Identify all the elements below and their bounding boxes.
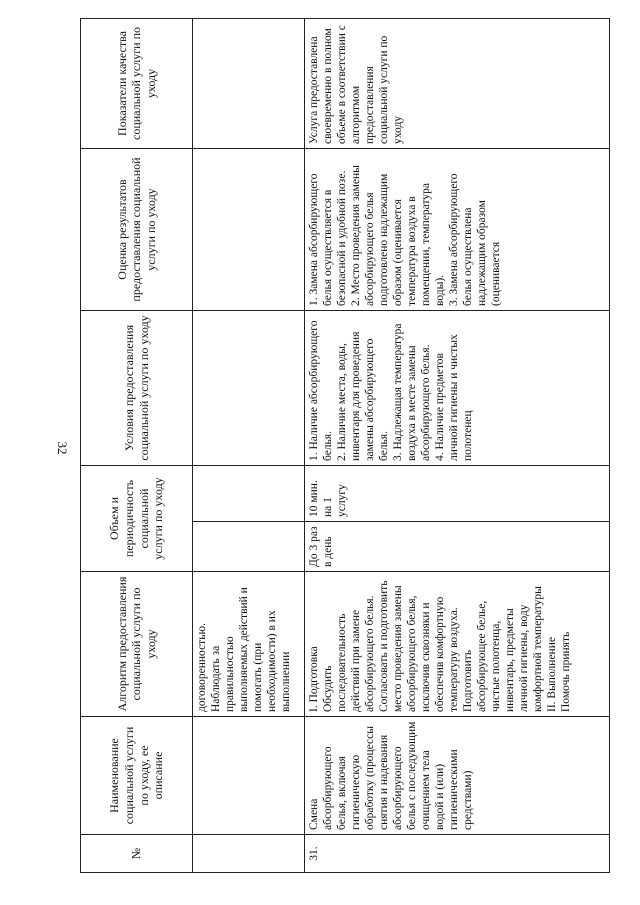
row-31-evaluation: 1. Замена абсорбирующего белья осуществляется в безопасной и удобной позе. 2. Место проведения замены абсорбирующего белья подготовлено надлежащим образом (оценивается температура воздуха в помещении, температура воды). 3. Замена абсорбирующего белья осуществлена надлежащим образом (оценивается (305, 149, 610, 311)
cont-algorithm: договоренностью. Наблюдать за правильностью выполняемых действий и помогать (при необходимости) в их выполнении (193, 572, 305, 717)
row-31-volume-freq: До 3 раз в день (305, 522, 610, 572)
page-number: 32 (55, 441, 70, 455)
cont-conditions (193, 311, 305, 466)
cont-quality (193, 19, 305, 149)
header-row (81, 19, 193, 873)
row-31-quality: Услуга предоставлена своевременно в полном объеме в соответствии с алгоритмом предоставления социальной услуги по уходу (305, 19, 610, 149)
header-num: № (81, 835, 193, 873)
cont-volume-freq (193, 522, 305, 572)
header-evaluation: Оценка результатов предоставления социальной услуги по уходу (81, 149, 193, 311)
social-services-table (80, 18, 610, 873)
cont-volume-time (193, 466, 305, 522)
header-quality: Показатели качества социальной услуги по уходу (81, 19, 193, 149)
header-volume: Объем и периодичность социальной услуги по уходу (81, 466, 193, 572)
rotated-table-container (80, 19, 610, 873)
cont-name (193, 717, 305, 835)
row-31-name: Смена абсорбирующего белья, включая гигиеническую обработку (процессы снятия и надевания абсорбирующего белья с последующим очищением тела водой и (или) гигиеническими средствами) (305, 717, 610, 835)
header-conditions: Условия предоставления социальной услуги по уходу (81, 311, 193, 466)
row-31-volume-time: 10 мин. на 1 услугу (305, 466, 610, 522)
row-31-conditions: 1. Наличие абсорбирующего белья. 2. Наличие места, воды, инвентаря для проведения замены абсорбирующего белья. 3. Надлежащая температура воздуха в месте замены абсорбирующего белья. 4. Наличие предметов личной гигиены и чистых полотенец (305, 311, 610, 466)
header-name: Наименование социальной услуги по уходу, ее описание (81, 717, 193, 835)
cont-evaluation (193, 149, 305, 311)
continuation-row (193, 19, 305, 873)
row-31-num: 31. (305, 835, 610, 873)
row-31-algorithm: I. Подготовка Обсудить последовательность действий при замене абсорбирующего белья. Согласовать и подготовить место проведения замены абсорбирующего белья, исключив сквозняки и обеспечив комфортную температуру воздуха. Подготовить абсорбирующее белье, чистые полотенца, инвентарь, предметы личной гигиены, воду комфортной температуры II. Выполнение Помочь принять (305, 572, 610, 717)
cont-num (193, 835, 305, 873)
header-algorithm: Алгоритм предоставления социальной услуги по уходу (81, 572, 193, 717)
table-row-31 (305, 19, 610, 873)
